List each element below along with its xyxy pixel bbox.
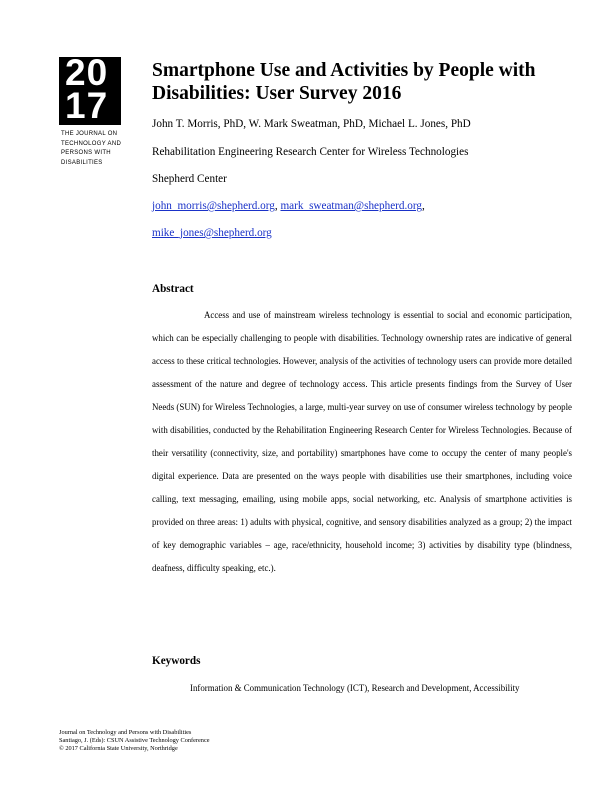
- footer-copyright: © 2017 California State University, Northridge: [59, 745, 178, 753]
- author-list: John T. Morris, PhD, W. Mark Sweatman, PhD, Michael L. Jones, PhD: [152, 118, 471, 130]
- journal-name-line: THE JOURNAL ON: [61, 131, 118, 137]
- footer-journal: Journal on Technology and Persons with Disabilities: [59, 729, 192, 736]
- logo-year-bottom: 17: [65, 85, 109, 126]
- journal-name-line: TECHNOLOGY AND: [61, 140, 122, 147]
- keywords-list: Information & Communication Technology (ICT), Research and Development, Accessibility: [190, 683, 520, 693]
- email-line: [152, 227, 272, 239]
- page-footer: [59, 729, 210, 754]
- email-separator: ,: [274, 200, 281, 212]
- email-separator: ,: [422, 200, 425, 212]
- journal-name-line: PERSONS WITH: [61, 150, 111, 156]
- email-link-sweatman[interactable]: mark_sweatman@shepherd.org: [280, 200, 422, 212]
- abstract-heading: Abstract: [152, 283, 194, 295]
- journal-name: [61, 130, 131, 168]
- affiliation: Rehabilitation Engineering Research Center for Wireless Technologies: [152, 146, 469, 158]
- paper-title: Smartphone Use and Activities by People with Disabilities: User Survey 2016: [152, 60, 536, 104]
- email-line: [152, 200, 425, 212]
- email-link-morris[interactable]: john_morris@shepherd.org: [152, 200, 275, 212]
- logo-year-top: 20: [65, 52, 109, 93]
- footer-conference: Santiago, J. (Eds): CSUN Assistive Technology Conference: [59, 737, 210, 745]
- journal-name-line: DISABILITIES: [61, 159, 103, 166]
- abstract-body: Access and use of mainstream wireless technology is essential to social and economic participation, which can be especially challenging to people with disabilities. Technology ownership rates are indicative of general access to these critical technologies. However, analysis of the activities of technology users can provide more detailed assessment of the nature and degree of technology access. This article presents findings from the Survey of User Needs (SUN) for Wireless Technologies, a large, multi-year survey on use of consumer wireless technology by people with disabilities, conducted by the Rehabilitation Engineering Research Center for Wireless Technologies. Because of their versatility (connectivity, size, and portability) smartphones have come to occupy the center of many people's digital experience. Data are presented on the ways people with disabilities use their smartphones, including voice calling, text messaging, emailing, using mobile apps, social networking, etc. Analysis of smartphone activities is provided on three areas: 1) adults with physical, cognitive, and sensory disabilities analyzed as a group; 2) the impact of key demographic variables – age, race/ethnicity, household income; 3) activities by disability type (blindness, deafness, difficulty speaking, etc.).: [152, 310, 572, 573]
- organization: Shepherd Center: [152, 173, 227, 185]
- journal-logo: [59, 52, 121, 126]
- keywords-heading: Keywords: [152, 655, 201, 667]
- email-link-jones[interactable]: mike_jones@shepherd.org: [152, 227, 272, 239]
